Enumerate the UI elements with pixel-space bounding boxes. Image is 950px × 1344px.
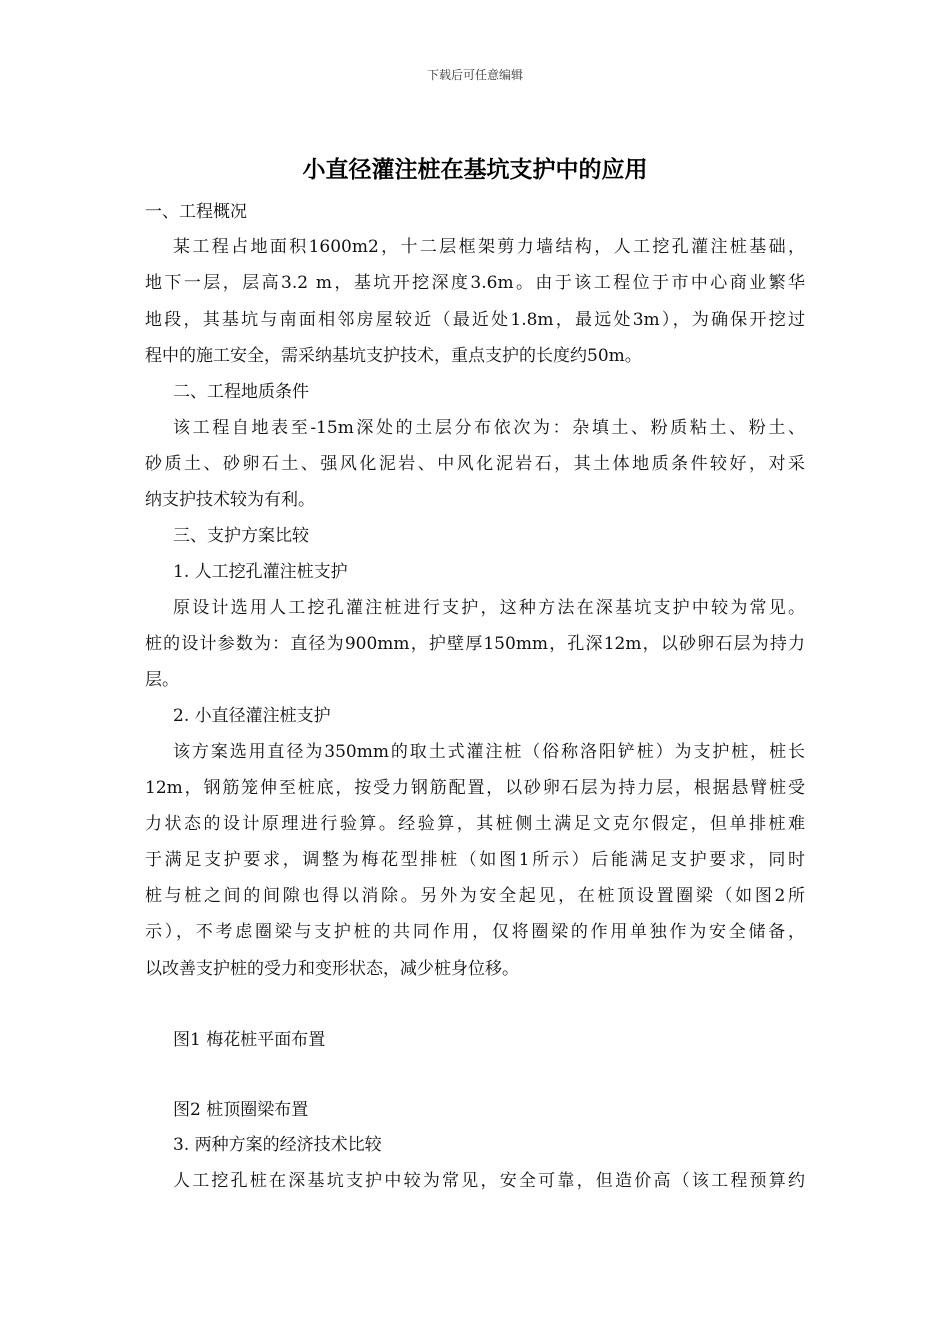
paragraph-line: 于满足支护要求，调整为梅花型排桩（如图1所示）后能满足支护要求，同时 <box>145 850 805 870</box>
paragraph-line: 以改善支护桩的受力和变形状态，减少桩身位移。 <box>145 959 519 979</box>
page-header: 下载后可任意编辑 <box>426 68 523 82</box>
paragraph-line: 砂质土、砂卵石土、强风化泥岩、中风化泥岩石，其土体地质条件较好，对采 <box>145 454 805 474</box>
subsection-heading-3: 3. 两种方案的经济技术比较 <box>173 1135 382 1155</box>
paragraph-line: 某工程占地面积1600m2，十二层框架剪力墙结构，人工挖孔灌注桩基础， <box>173 237 805 257</box>
section-heading-overview: 一、工程概况 <box>145 202 247 222</box>
document-title: 小直径灌注桩在基坑支护中的应用 <box>302 157 648 183</box>
paragraph-line: 示），不考虑圈梁与支护桩的共同作用，仅将圈梁的作用单独作为安全储备， <box>145 922 805 942</box>
figure-caption-2: 图2 桩顶圈梁布置 <box>173 1100 309 1120</box>
paragraph-line: 地段，其基坑与南面相邻房屋较近（最近处1.8m，最远处3m），为确保开挖过 <box>145 310 805 330</box>
paragraph-line: 层。 <box>145 670 179 690</box>
subsection-heading-1: 1. 人工挖孔灌注桩支护 <box>173 562 348 582</box>
paragraph-line: 该工程自地表至-15m深处的土层分布依次为：杂填土、粉质粘土、粉土、 <box>173 418 805 438</box>
section-heading-comparison: 三、支护方案比较 <box>173 526 309 546</box>
paragraph-line: 人工挖孔桩在深基坑支护中较为常见，安全可靠，但造价高（该工程预算约 <box>173 1171 805 1191</box>
section-heading-geology: 二、工程地质条件 <box>173 382 309 402</box>
paragraph-line: 12m，钢筋笼伸至桩底，按受力钢筋配置，以砂卵石层为持力层，根据悬臂桩受 <box>145 778 805 798</box>
figure-caption-1: 图1 梅花桩平面布置 <box>173 1030 326 1050</box>
paragraph-line: 桩与桩之间的间隙也得以消除。另外为安全起见，在桩顶设置圈梁（如图2所 <box>145 886 805 906</box>
paragraph-line: 该方案选用直径为350mm的取土式灌注桩（俗称洛阳铲桩）为支护桩，桩长 <box>173 742 805 762</box>
paragraph-line: 力状态的设计原理进行验算。经验算，其桩侧土满足文克尔假定，但单排桩难 <box>145 814 805 834</box>
paragraph-line: 程中的施工安全，需采纳基坑支护技术，重点支护的长度约50m。 <box>145 346 642 366</box>
paragraph-line: 地下一层，层高3.2 m，基坑开挖深度3.6m。由于该工程位于市中心商业繁华 <box>145 273 805 293</box>
paragraph-line: 纳支护技术较为有利。 <box>145 490 315 510</box>
subsection-heading-2: 2. 小直径灌注桩支护 <box>173 706 331 726</box>
paragraph-line: 原设计选用人工挖孔灌注桩进行支护，这种方法在深基坑支护中较为常见。 <box>173 598 805 618</box>
paragraph-line: 桩的设计参数为：直径为900mm，护壁厚150mm，孔深12m，以砂卵石层为持力 <box>145 634 805 654</box>
